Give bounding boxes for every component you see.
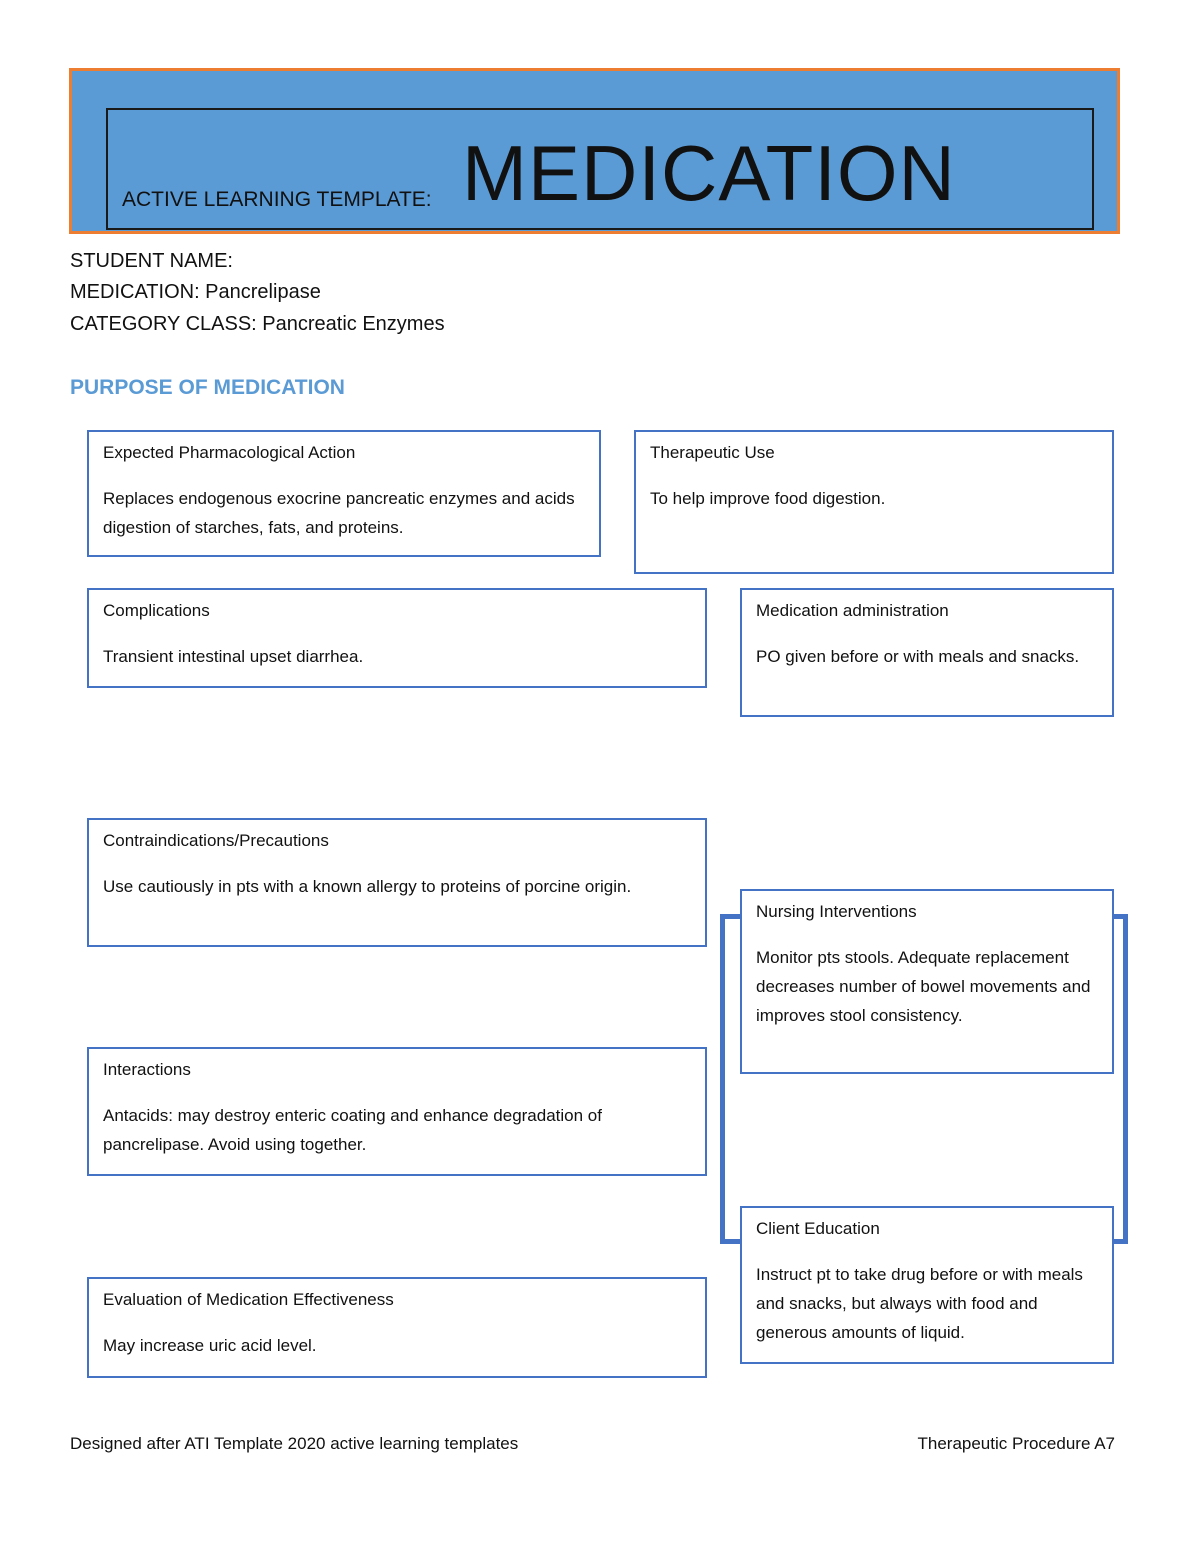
interactions-body: Antacids: may destroy enteric coating and enhance degradation of pancrelipase. Avoid using together. — [103, 1106, 602, 1154]
client-education-body: Instruct pt to take drug before or with meals and snacks, but always with food and generous amounts of liquid. — [756, 1265, 1083, 1342]
nursing-interventions-title: Nursing Interventions — [756, 902, 917, 921]
contraindications-body: Use cautiously in pts with a known allergy to proteins of porcine origin. — [103, 877, 632, 896]
template-label: ACTIVE LEARNING TEMPLATE: — [122, 188, 432, 211]
expected-action-body: Replaces endogenous exocrine pancreatic enzymes and acids digestion of starches, fats, and proteins. — [103, 489, 575, 537]
template-title: MEDICATION — [462, 129, 956, 217]
category-class-line: CATEGORY CLASS: Pancreatic Enzymes — [70, 313, 445, 335]
medication-administration-box — [740, 588, 1114, 717]
medication-line: MEDICATION: Pancrelipase — [70, 281, 321, 303]
expected-action-box — [87, 430, 601, 557]
contraindications-box — [87, 818, 707, 947]
section-heading: PURPOSE OF MEDICATION — [70, 376, 345, 399]
therapeutic-use-box — [634, 430, 1114, 574]
client-education-title: Client Education — [756, 1219, 880, 1238]
nursing-interventions-box — [740, 889, 1114, 1074]
medication-administration-title: Medication administration — [756, 601, 949, 620]
interactions-box — [87, 1047, 707, 1176]
footer-left: Designed after ATI Template 2020 active learning templates — [70, 1434, 519, 1453]
contraindications-title: Contraindications/Precautions — [103, 831, 329, 850]
complications-title: Complications — [103, 601, 210, 620]
therapeutic-use-body: To help improve food digestion. — [650, 489, 886, 508]
footer-right: Therapeutic Procedure A7 — [917, 1434, 1115, 1453]
client-education-box — [740, 1206, 1114, 1364]
evaluation-box — [87, 1277, 707, 1378]
medication-administration-body: PO given before or with meals and snacks. — [756, 647, 1080, 666]
complications-box — [87, 588, 707, 688]
complications-body: Transient intestinal upset diarrhea. — [103, 647, 364, 666]
expected-action-title: Expected Pharmacological Action — [103, 443, 356, 462]
nursing-interventions-body: Monitor pts stools. Adequate replacement decreases number of bowel movements and improves stool consistency. — [756, 948, 1091, 1025]
therapeutic-use-title: Therapeutic Use — [650, 443, 775, 462]
header-banner — [69, 68, 1120, 234]
evaluation-body: May increase uric acid level. — [103, 1336, 317, 1355]
evaluation-title: Evaluation of Medication Effectiveness — [103, 1290, 394, 1309]
interactions-title: Interactions — [103, 1060, 191, 1079]
student-name-line: STUDENT NAME: — [70, 250, 233, 272]
header-title-frame — [106, 108, 1094, 230]
